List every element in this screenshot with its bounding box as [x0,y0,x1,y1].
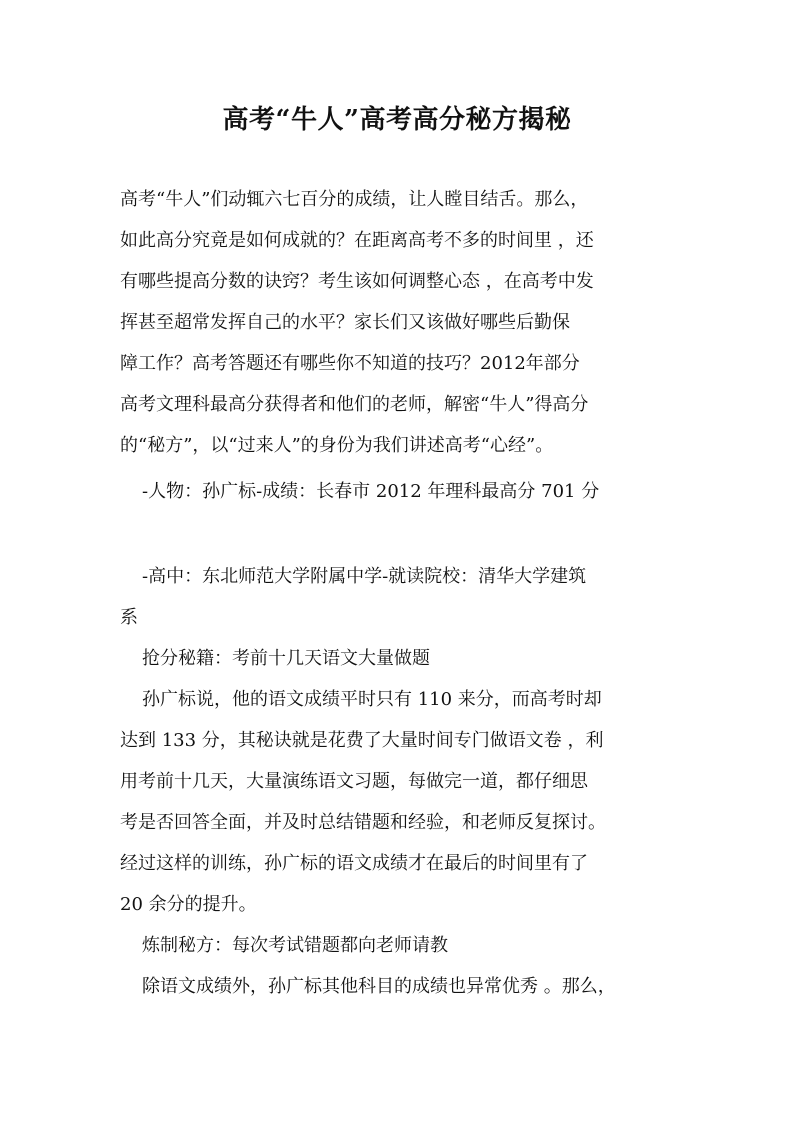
body-line-7: 除语文成绩外，孙广标其他科目的成绩也异常优秀 。那么， [142,976,616,997]
intro-line-6: 高考文理科最高分获得者和他们的老师，解密“牛人”得高分 [120,394,589,415]
body-line-1: 孙广标说，他的语文成绩平时只有 110 来分，而高考时却 [142,689,602,710]
intro-line-2: 如此高分究竟是如何成就的？在距离高考不多的时间里 ，还 [120,230,594,251]
section-heading-1: 抢分秘籍：考前十几天语文大量做题 [142,648,430,669]
body-line-6: 20 余分的提升。 [120,894,257,915]
profile-line-school-cont: 系 [120,607,138,628]
body-line-2: 达到 133 分，其秘诀就是花费了大量时间专门做语文卷 ，利 [120,730,604,751]
profile-line-school: -高中：东北师范大学附属中学-就读院校：清华大学建筑 [142,566,587,587]
intro-line-4: 挥甚至超常发挥自己的水平？家长们又该做好哪些后勤保 [120,312,570,333]
intro-line-1: 高考“牛人”们动辄六七百分的成绩，让人瞠目结舌。那么， [120,189,589,210]
document-title: 高考“牛人”高考高分秘方揭秘 [222,105,572,135]
profile-line-person: -人物：孙广标-成绩：长春市 2012 年理科最高分 701 分 [142,481,600,502]
section-heading-2: 炼制秘方：每次考试错题都向老师请教 [142,935,448,956]
body-line-3: 用考前十几天，大量演练语文习题，每做完一道，都仔细思 [120,771,588,792]
intro-line-7: 的“秘方”，以“过来人”的身份为我们讲述高考“心经”。 [120,435,554,456]
intro-line-5: 障工作？高考答题还有哪些你不知道的技巧？2012年部分 [120,353,580,374]
body-line-5: 经过这样的训练，孙广标的语文成绩才在最后的时间里有了 [120,853,588,874]
body-line-4: 考是否回答全面，并及时总结错题和经验，和老师反复探讨。 [120,812,606,833]
intro-line-3: 有哪些提高分数的诀窍？考生该如何调整心态 ，在高考中发 [120,271,594,292]
